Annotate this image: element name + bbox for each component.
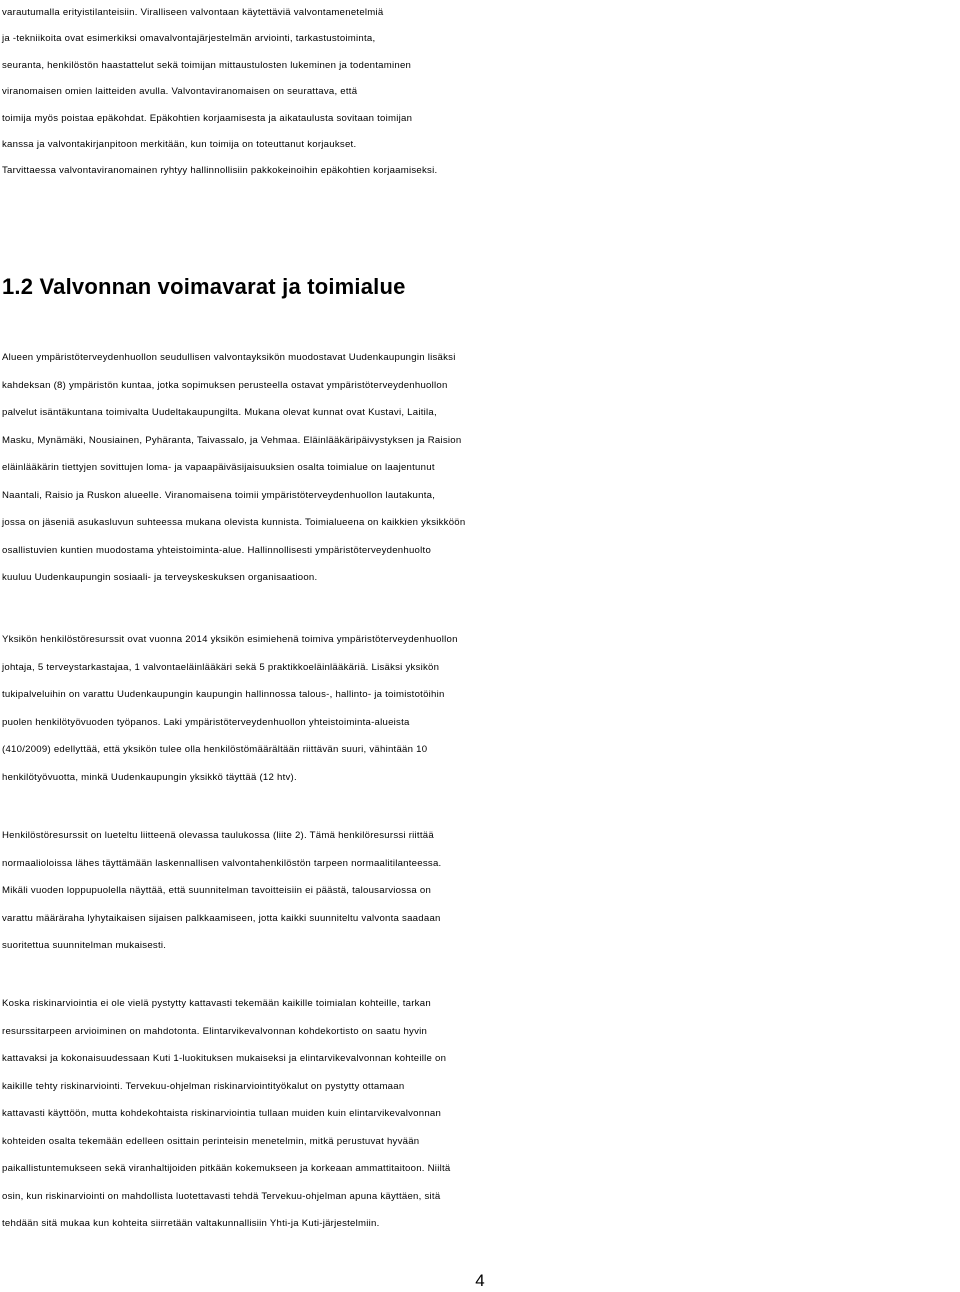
text-line: Yksikön henkilöstöresurssit ovat vuonna 2014 yksikön esimiehenä toimiva ympäristöterveydenhuollon bbox=[2, 634, 458, 645]
text-line: suoritettua suunnitelman mukaisesti. bbox=[2, 940, 167, 951]
text-line: jossa on jäseniä asukasluvun suhteessa mukana olevista kunnista. Toimialueena on kaikkien yksikköön bbox=[2, 517, 466, 528]
text-line: kattavasti käyttöön, mutta kohdekohtaista riskinarviointia tullaan muiden kuin elintarvikevalvonnan bbox=[2, 1108, 442, 1119]
text-line: Masku, Mynämäki, Nousiainen, Pyhäranta, Taivassalo, ja Vehmaa. Eläinlääkäripäivystyksen ja Raision bbox=[2, 434, 462, 446]
page-number: 4 bbox=[475, 1271, 485, 1290]
text-line: kaikille tehty riskinarviointi. Tervekuu-ohjelman riskinarviointityökalut on pystytty ottamaan bbox=[2, 1080, 405, 1092]
text-line: tukipalveluihin on varattu Uudenkaupungin kaupungin hallinnossa talous-, hallinto- ja toimistotöihin bbox=[2, 689, 445, 700]
text-line: puolen henkilötyövuoden työpanos. Laki ympäristöterveydenhuollon yhteistoiminta-alueista bbox=[2, 716, 410, 728]
text-line: toimija myös poistaa epäkohdat. Epäkohtien korjaamisesta ja aikataulusta sovitaan toimijan bbox=[2, 112, 413, 124]
text-line: johtaja, 5 terveystarkastajaa, 1 valvontaeläinlääkäri sekä 5 praktikkoeläinlääkäriä. Lisäksi yksikön bbox=[2, 661, 440, 673]
text-line: ja -tekniikoita ovat esimerkiksi omavalvontajärjestelmän arviointi, tarkastustoiminta, bbox=[2, 33, 376, 45]
text-line: Naantali, Raisio ja Ruskon alueelle. Viranomaisena toimii ympäristöterveydenhuollon lautakunta, bbox=[2, 489, 436, 501]
text-line: Mikäli vuoden loppupuolella näyttää, että suunnitelman tavoitteisiin ei päästä, talousarviossa on bbox=[2, 885, 432, 896]
text-line: Koska riskinarviointia ei ole vielä pystytty kattavasti tekemään kaikille toimialan kohteille, tarkan bbox=[2, 998, 431, 1009]
text-line: kanssa ja valvontakirjanpitoon merkitään, kun toimija on toteuttanut korjaukset. bbox=[2, 138, 357, 150]
text-line: kattavaksi ja kokonaisuudessaan Kuti 1-luokituksen mukaiseksi ja elintarvikevalvonnan kohteille on bbox=[2, 1053, 447, 1064]
intro-paragraph bbox=[2, 0, 958, 185]
text-line: kahdeksan (8) ympäristön kuntaa, jotka sopimuksen perusteella ostavat ympäristöterveydenhuollon bbox=[2, 379, 448, 391]
text-line: paikallistuntemukseen sekä viranhaltijoiden pitkään kokemukseen ja korkeaan ammattitaitoon. Niiltä bbox=[2, 1163, 451, 1174]
text-line: kohteiden osalta tekemään edelleen osittain perinteisin menetelmin, mitkä perustuvat hyvään bbox=[2, 1135, 420, 1147]
text-line: (410/2009) edellyttää, että yksikön tulee olla henkilöstömäärältään riittävän suuri, vähintään 10 bbox=[2, 744, 428, 755]
text-line: osallistuvien kuntien muodostama yhteistoiminta-alue. Hallinnollisesti ympäristöterveydenhuolto bbox=[2, 544, 432, 556]
text-line: Alueen ympäristöterveydenhuollon seudullisen valvontayksikön muodostavat Uudenkaupungin lisäksi bbox=[2, 352, 456, 363]
text-line: osin, kun riskinarviointi on mahdollista luotettavasti tehdä Tervekuu-ohjelman apuna käyttäen, sitä bbox=[2, 1190, 441, 1202]
paragraph-service-area bbox=[2, 344, 958, 592]
text-line: resurssitarpeen arvioiminen on mahdotonta. Elintarvikevalvonnan kohdekortisto on saatu hyvin bbox=[2, 1025, 428, 1037]
text-line: Henkilöstöresurssit on lueteltu liitteenä olevassa taulukossa (liite 2). Tämä henkilöresurssi riittää bbox=[2, 830, 434, 841]
paragraph-risk-assessment bbox=[2, 990, 958, 1238]
text-line: seuranta, henkilöstön haastattelut sekä toimijan mittaustulosten lukeminen ja todentaminen bbox=[2, 59, 412, 71]
paragraph-resource-table bbox=[2, 822, 958, 960]
text-line: viranomaisen omien laitteiden avulla. Valvontaviranomaisen on seurattava, että bbox=[2, 86, 358, 98]
text-line: Tarvittaessa valvontaviranomainen ryhtyy hallinnollisiin pakkokeinoihin epäkohtien korjaamiseksi. bbox=[2, 165, 438, 177]
text-line: varautumalla erityistilanteisiin. Viralliseen valvontaan käytettäviä valvontamenetelmiä bbox=[2, 7, 384, 18]
text-line: henkilötyövuotta, minkä Uudenkaupungin yksikkö täyttää (12 htv). bbox=[2, 771, 297, 783]
section-heading: 1.2 Valvonnan voimavarat ja toimialue bbox=[2, 274, 406, 299]
paragraph-staff-resources bbox=[2, 626, 958, 791]
text-line: normaalioloissa lähes täyttämään laskennallisen valvontahenkilöstön tarpeen normaalitilanteessa. bbox=[2, 857, 442, 869]
text-line: kuuluu Uudenkaupungin sosiaali- ja terveyskeskuksen organisaatioon. bbox=[2, 572, 318, 583]
text-line: palvelut isäntäkuntana toimivalta Uudeltakaupungilta. Mukana olevat kunnat ovat Kustavi, Laitila, bbox=[2, 407, 437, 418]
text-line: varattu määräraha lyhytaikaisen sijaisen palkkaamiseen, jotta kaikki suunniteltu valvonta saadaan bbox=[2, 912, 441, 924]
text-line: eläinlääkärin tiettyjen sovittujen loma- ja vapaapäiväsijaisuuksien osalta toimialue on laajentunut bbox=[2, 462, 435, 473]
text-line: tehdään sitä mukaa kun kohteita siirretään valtakunnallisiin Yhti-ja Kuti-järjestelmiin. bbox=[2, 1218, 380, 1229]
